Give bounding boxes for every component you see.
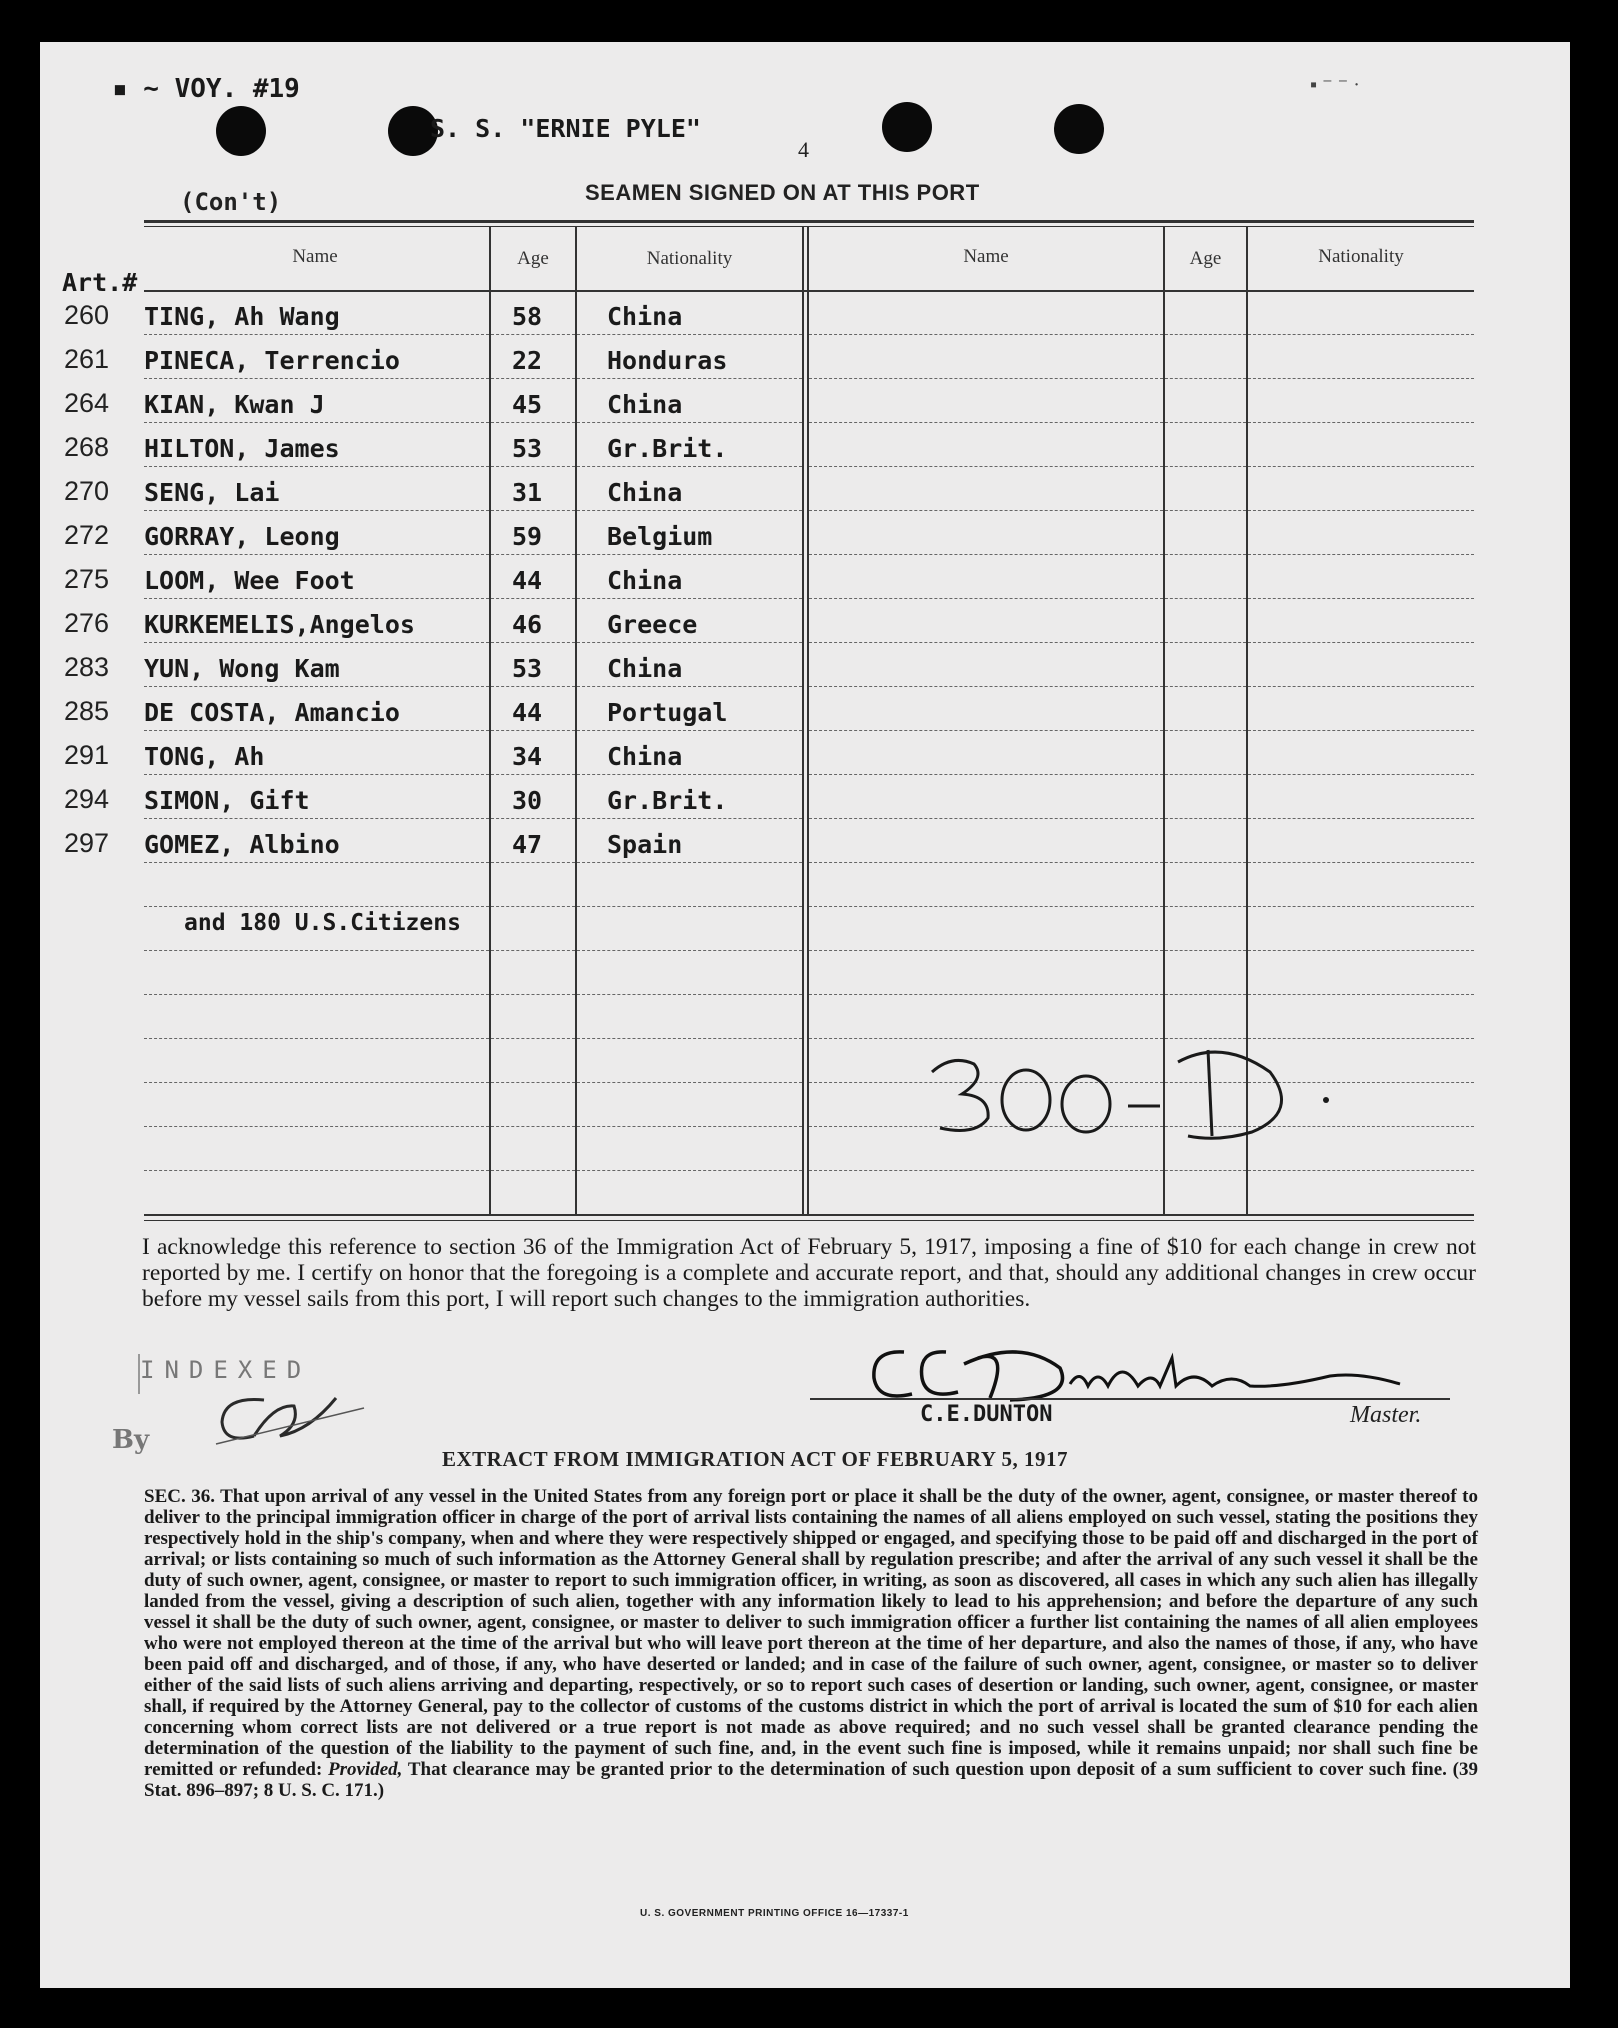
- col-header-age-right: Age: [1189, 248, 1222, 269]
- crew-art-number: 294: [64, 784, 110, 814]
- table-top-rule-thin: [144, 226, 1474, 227]
- crew-art-number: 272: [64, 520, 110, 550]
- ruled-line: [144, 950, 489, 951]
- ruled-line: [1165, 598, 1246, 599]
- ruled-line: [809, 554, 1163, 555]
- crew-age: 44: [512, 698, 543, 727]
- crew-nationality: Belgium: [607, 522, 713, 551]
- ruled-line: [491, 510, 575, 511]
- ruled-line: [577, 906, 802, 907]
- ruled-line: [1248, 950, 1474, 951]
- ruled-line: [1248, 378, 1474, 379]
- ruled-line: [491, 862, 575, 863]
- crew-age: 34: [512, 742, 543, 771]
- crew-art-number: 285: [64, 696, 110, 726]
- ruled-line: [577, 1170, 802, 1171]
- ruled-line: [491, 422, 575, 423]
- ruled-line: [1165, 774, 1246, 775]
- ruled-line: [144, 1170, 489, 1171]
- ruled-line: [1165, 422, 1246, 423]
- ruled-line: [144, 642, 489, 643]
- ruled-line: [577, 1038, 802, 1039]
- ruled-line: [1165, 862, 1246, 863]
- table-bottom-rule: [144, 1214, 1474, 1216]
- ruled-line: [491, 950, 575, 951]
- document-page: [40, 42, 1570, 1988]
- ruled-line: [577, 774, 802, 775]
- ruled-line: [809, 642, 1163, 643]
- crew-nationality: China: [607, 566, 683, 595]
- ruled-line: [491, 1082, 575, 1083]
- ruled-line: [1248, 906, 1474, 907]
- col-header-age: Age: [517, 248, 549, 269]
- crew-art-number: 275: [64, 564, 110, 594]
- crew-art-number: 270: [64, 476, 110, 506]
- ruled-line: [1165, 334, 1246, 335]
- crew-age: 44: [512, 566, 543, 595]
- ruled-line: [1248, 554, 1474, 555]
- crew-age: 31: [512, 478, 543, 507]
- table-bottom-rule-thin: [144, 1220, 1474, 1221]
- crew-art-number: 291: [64, 740, 110, 770]
- ruled-line: [144, 906, 489, 907]
- ruled-line: [809, 334, 1163, 335]
- crew-art-number: 261: [64, 344, 110, 374]
- ruled-line: [809, 466, 1163, 467]
- crew-nationality: China: [607, 390, 683, 419]
- ruled-line: [144, 378, 489, 379]
- crew-age: 22: [512, 346, 543, 375]
- ruled-line: [577, 510, 802, 511]
- ruled-line: [809, 994, 1163, 995]
- ruled-line: [809, 422, 1163, 423]
- master-title: Master.: [1350, 1402, 1422, 1428]
- ruled-line: [809, 378, 1163, 379]
- ruled-line: [577, 1126, 802, 1127]
- ruled-line: [491, 554, 575, 555]
- crew-name: SENG, Lai: [144, 478, 280, 507]
- ruled-line: [809, 730, 1163, 731]
- ruled-line: [577, 994, 802, 995]
- ruled-line: [1248, 774, 1474, 775]
- ruled-line: [1248, 334, 1474, 335]
- ruled-line: [577, 334, 802, 335]
- crew-name: GORRAY, Leong: [144, 522, 340, 551]
- ruled-line: [1248, 510, 1474, 511]
- crew-name: KIAN, Kwan J: [144, 390, 325, 419]
- crew-name: TING, Ah Wang: [144, 302, 340, 331]
- indexed-stamp-text: INDEXED: [140, 1356, 312, 1384]
- corner-marks: ▪ ⁻ ⁻ ·: [1310, 74, 1360, 96]
- ruled-line: [1248, 862, 1474, 863]
- crew-age: 46: [512, 610, 543, 639]
- page-number: 4: [798, 137, 809, 162]
- ruled-line: [577, 554, 802, 555]
- ruled-line: [1248, 422, 1474, 423]
- crew-art-number: 283: [64, 652, 110, 682]
- section-label: SEC. 36.: [144, 1486, 215, 1507]
- crew-nationality: China: [607, 302, 683, 331]
- crew-art-number: 260: [64, 300, 110, 330]
- punch-hole: [1054, 104, 1104, 154]
- ruled-line: [144, 1082, 489, 1083]
- form-heading: SEAMEN SIGNED ON AT THIS PORT: [585, 180, 980, 205]
- crew-nationality: Portugal: [607, 698, 728, 727]
- ruled-line: [1165, 730, 1246, 731]
- signature-line: [810, 1398, 1450, 1400]
- ruled-line: [577, 466, 802, 467]
- ruled-line: [1248, 466, 1474, 467]
- crew-name: SIMON, Gift: [144, 786, 310, 815]
- crew-nationality: Greece: [607, 610, 698, 639]
- ruled-line: [144, 554, 489, 555]
- crew-age: 53: [512, 434, 543, 463]
- ruled-line: [577, 730, 802, 731]
- crew-nationality: China: [607, 478, 683, 507]
- ruled-line: [491, 730, 575, 731]
- crew-age: 47: [512, 830, 543, 859]
- ruled-line: [577, 818, 802, 819]
- header-bottom-rule: [144, 290, 1474, 292]
- crew-age: 58: [512, 302, 543, 331]
- ruled-line: [1165, 554, 1246, 555]
- extract-title: EXTRACT FROM IMMIGRATION ACT OF FEBRUARY 5, 1917: [442, 1447, 1069, 1471]
- ruled-line: [1165, 642, 1246, 643]
- ruled-line: [1165, 686, 1246, 687]
- ruled-line: [1165, 510, 1246, 511]
- ruled-line: [491, 598, 575, 599]
- table-top-rule: [144, 220, 1474, 223]
- crew-name: HILTON, James: [144, 434, 340, 463]
- crew-name: DE COSTA, Amancio: [144, 698, 400, 727]
- vessel-name: S. S. "ERNIE PYLE": [430, 114, 701, 143]
- ruled-line: [1165, 994, 1246, 995]
- crew-nationality: Spain: [607, 830, 683, 859]
- ruled-line: [144, 818, 489, 819]
- ruled-line: [809, 598, 1163, 599]
- section-body: That upon arrival of any vessel in the United States from any foreign port or place it shall be the duty of the owner, agent, consignee, or master thereof to deliver to the principal immigration officer in charge of the port of arrival lists containing the names of all aliens employed on such vessel, stating the positions they respectively hold in the ship's company, when and where they were respectively shipped or engaged, and specifying those to be paid off and discharged in the port of arrival; or lists containing so much of such information as the Attorney General shall by regulation prescribe; and after the arrival of any such vessel it shall be the duty of such owner, agent, consignee, or master to report to such immigration officer, in writing, as soon as discovered, all cases in which any such alien has illegally landed from the vessel, giving a description of such alien, together with any information likely to lead to his apprehension; and before the departure of any such vessel it shall be the duty of such owner, agent, consignee, or master to deliver to such immigration officer a further list containing the names of all alien employees who were not employed thereon at the time of the arrival but who will leave port thereon at the time of her departure, and also the names of those, if any, who have been paid off and discharged, and of those, if any, who have deserted or landed; and in case of the failure of such owner, agent, consignee, or master so to deliver either of the said lists of such aliens arriving and departing, respectively, or so to report such cases of desertion or landing, such owner, agent, consignee, or master shall, if required by the Attorney General, pay to the collector of customs of the customs district in which the port of arrival is located the sum of $10 for each alien concerning whom correct lists are not delivered or a true report is not made as above required; and no such vessel shall be granted clearance pending the determination of the question of the liability to the payment of such fine, and, in the event such fine is imposed, while it remains unpaid; nor shall such fine be remitted or refunded:: [144, 1486, 1478, 1780]
- ruled-line: [144, 598, 489, 599]
- citizens-note: and 180 U.S.Citizens: [184, 910, 461, 936]
- ruled-line: [809, 906, 1163, 907]
- ruled-line: [809, 950, 1163, 951]
- ruled-line: [577, 598, 802, 599]
- ruled-line: [577, 950, 802, 951]
- ruled-line: [1248, 686, 1474, 687]
- ruled-line: [1248, 730, 1474, 731]
- master-typed-name: C.E.DUNTON: [920, 1402, 1053, 1427]
- ruled-line: [491, 334, 575, 335]
- crew-nationality: China: [607, 742, 683, 771]
- crew-art-number: 297: [64, 828, 110, 858]
- col-header-nationality: Nationality: [646, 248, 733, 269]
- col-header-name-right: Name: [963, 246, 1009, 267]
- ruled-line: [1165, 818, 1246, 819]
- ruled-line: [577, 422, 802, 423]
- crew-nationality: Honduras: [607, 346, 728, 375]
- crew-age: 45: [512, 390, 543, 419]
- crew-age: 59: [512, 522, 543, 551]
- ruled-line: [1248, 994, 1474, 995]
- col-header-name: Name: [292, 246, 338, 267]
- ruled-line: [491, 686, 575, 687]
- ruled-line: [1165, 906, 1246, 907]
- ruled-line: [144, 1126, 489, 1127]
- crew-age: 30: [512, 786, 543, 815]
- ruled-line: [577, 642, 802, 643]
- ruled-line: [577, 686, 802, 687]
- crew-name: YUN, Wong Kam: [144, 654, 340, 683]
- crew-age: 53: [512, 654, 543, 683]
- punch-hole: [216, 106, 266, 156]
- ruled-line: [491, 906, 575, 907]
- section-provided: Provided,: [328, 1759, 403, 1780]
- voyage-number: ▪ ~ VOY. #19: [112, 74, 300, 104]
- crew-nationality: Gr.Brit.: [607, 434, 728, 463]
- ruled-line: [1248, 1170, 1474, 1171]
- section-36-text: [144, 1486, 1478, 1801]
- ruled-line: [809, 774, 1163, 775]
- ruled-line: [144, 686, 489, 687]
- crew-art-number: 268: [64, 432, 110, 462]
- section-body-end: That clearance may be granted prior to the determination of such question upon deposit of a sum sufficient to cover such fine. (39 Stat. 896–897; 8 U. S. C. 171.): [144, 1759, 1478, 1801]
- ruled-line: [144, 422, 489, 423]
- ruled-line: [491, 818, 575, 819]
- ruled-line: [491, 378, 575, 379]
- ruled-line: [491, 1126, 575, 1127]
- handwritten-note: [922, 1032, 1362, 1152]
- crew-name: PINECA, Terrencio: [144, 346, 400, 375]
- ruled-line: [491, 466, 575, 467]
- ruled-line: [144, 334, 489, 335]
- ruled-line: [144, 994, 489, 995]
- crew-art-number: 276: [64, 608, 110, 638]
- ruled-line: [144, 730, 489, 731]
- printing-office-footer: U. S. GOVERNMENT PRINTING OFFICE 16—17337-1: [640, 1908, 909, 1919]
- ruled-line: [1248, 598, 1474, 599]
- col-header-nationality-right: Nationality: [1318, 246, 1404, 267]
- ruled-line: [1248, 642, 1474, 643]
- crew-name: KURKEMELIS,Angelos: [144, 610, 415, 639]
- crew-name: LOOM, Wee Foot: [144, 566, 355, 595]
- ruled-line: [1165, 378, 1246, 379]
- ruled-line: [491, 1170, 575, 1171]
- ruled-line: [1165, 950, 1246, 951]
- ruled-line: [1248, 818, 1474, 819]
- ruled-line: [491, 1038, 575, 1039]
- ruled-line: [1165, 1170, 1246, 1171]
- crew-name: TONG, Ah: [144, 742, 265, 771]
- ruled-line: [1165, 466, 1246, 467]
- crew-nationality: China: [607, 654, 683, 683]
- ruled-line: [809, 510, 1163, 511]
- ruled-line: [809, 818, 1163, 819]
- ruled-line: [491, 994, 575, 995]
- ruled-line: [144, 774, 489, 775]
- ruled-line: [577, 862, 802, 863]
- ruled-line: [577, 1082, 802, 1083]
- svg-text:By: By: [112, 1425, 150, 1454]
- ruled-line: [809, 1170, 1163, 1171]
- punch-hole: [882, 102, 932, 152]
- acknowledgement-text: I acknowledge this reference to section 36 of the Immigration Act of February 5, 1917, imposing a fine of $10 for each change in crew not reported by me. I certify on honor that the foregoing is a complete and accurate report, and that, should any additional changes in crew occur before my vessel sails from this port, I will report such changes to the immigration authorities.: [142, 1234, 1476, 1312]
- ruled-line: [144, 1038, 489, 1039]
- ruled-line: [809, 862, 1163, 863]
- continued-label: (Con't): [180, 188, 282, 216]
- crew-name: GOMEZ, Albino: [144, 830, 340, 859]
- crew-nationality: Gr.Brit.: [607, 786, 728, 815]
- ruled-line: [144, 862, 489, 863]
- ruled-line: [491, 642, 575, 643]
- ruled-line: [144, 510, 489, 511]
- ruled-line: [144, 466, 489, 467]
- crew-art-number: 264: [64, 388, 110, 418]
- ruled-line: [809, 686, 1163, 687]
- ruled-line: [491, 774, 575, 775]
- art-number-label: Art.#: [62, 268, 138, 297]
- ruled-line: [577, 378, 802, 379]
